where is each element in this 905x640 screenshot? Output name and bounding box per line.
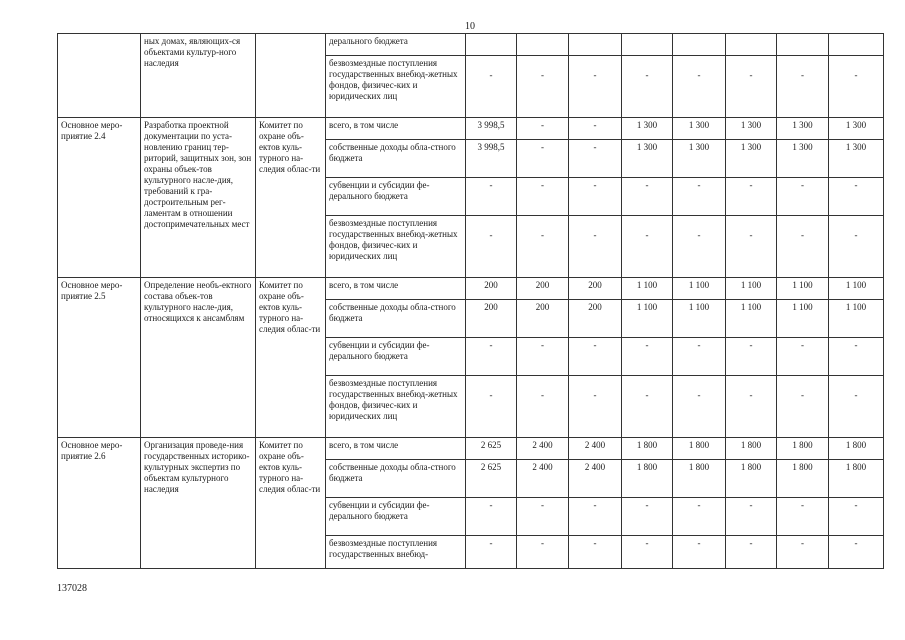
value-cell: 1 100: [777, 300, 829, 338]
table-row: [58, 118, 884, 140]
funding-source-cell: всего, в том числе: [326, 118, 466, 140]
value-cell: 1 300: [622, 140, 673, 178]
value-cell: -: [777, 338, 829, 376]
activity-1-description-cell: Определение необъ-ектного состава объек-тов культурного насле-дия, относящихся к ансамблям: [141, 278, 256, 438]
table-row: [58, 34, 884, 56]
value-cell: 1 100: [829, 300, 884, 338]
continued-activity-cell: [58, 34, 141, 118]
value-cell: -: [829, 536, 884, 569]
value-cell: -: [569, 376, 622, 438]
value-cell: [517, 34, 569, 56]
funding-source-cell: собственные доходы обла-стного бюджета: [326, 300, 466, 338]
value-cell: -: [622, 56, 673, 118]
value-cell: 200: [466, 278, 517, 300]
funding-source-cell: субвенции и субсидии фе-дерального бюджета: [326, 498, 466, 536]
value-cell: -: [517, 140, 569, 178]
activity-0-activity-cell: Основное меро-приятие 2.4: [58, 118, 141, 278]
value-cell: 1 300: [673, 140, 726, 178]
value-cell: 2 400: [517, 460, 569, 498]
value-cell: -: [569, 338, 622, 376]
value-cell: 1 100: [726, 300, 777, 338]
value-cell: -: [726, 56, 777, 118]
value-cell: 1 100: [673, 278, 726, 300]
value-cell: -: [726, 338, 777, 376]
value-cell: 2 625: [466, 438, 517, 460]
value-cell: -: [466, 536, 517, 569]
value-cell: [569, 34, 622, 56]
value-cell: -: [517, 536, 569, 569]
value-cell: 2 625: [466, 460, 517, 498]
value-cell: -: [569, 536, 622, 569]
value-cell: -: [622, 376, 673, 438]
value-cell: 3 998,5: [466, 140, 517, 178]
value-cell: -: [622, 338, 673, 376]
funding-source-cell: всего, в том числе: [326, 438, 466, 460]
funding-source-cell: собственные доходы обла-стного бюджета: [326, 460, 466, 498]
value-cell: 1 100: [673, 300, 726, 338]
value-cell: 1 300: [726, 118, 777, 140]
value-cell: -: [673, 338, 726, 376]
value-cell: -: [726, 216, 777, 278]
value-cell: 200: [466, 300, 517, 338]
value-cell: -: [726, 536, 777, 569]
value-cell: -: [673, 376, 726, 438]
value-cell: 200: [569, 278, 622, 300]
continued-description-cell: ных домах, являющих-ся объектами культур-ного наследия: [141, 34, 256, 118]
value-cell: -: [829, 216, 884, 278]
value-cell: -: [726, 498, 777, 536]
value-cell: -: [777, 376, 829, 438]
value-cell: -: [466, 338, 517, 376]
table-row: [58, 278, 884, 300]
funding-source-cell: безвозмездные поступления государственных внебюд-: [326, 536, 466, 569]
value-cell: -: [466, 376, 517, 438]
value-cell: 1 100: [726, 278, 777, 300]
value-cell: 2 400: [569, 438, 622, 460]
value-cell: -: [569, 216, 622, 278]
value-cell: 1 800: [777, 460, 829, 498]
value-cell: -: [517, 56, 569, 118]
value-cell: 1 800: [622, 438, 673, 460]
continued-executor-cell: [256, 34, 326, 118]
activity-2-activity-cell: Основное меро-приятие 2.6: [58, 438, 141, 569]
funding-table: [57, 33, 884, 569]
value-cell: -: [466, 56, 517, 118]
value-cell: 1 300: [829, 118, 884, 140]
value-cell: -: [517, 216, 569, 278]
value-cell: 1 800: [673, 438, 726, 460]
value-cell: 3 998,5: [466, 118, 517, 140]
value-cell: 1 300: [777, 140, 829, 178]
value-cell: -: [569, 118, 622, 140]
value-cell: -: [726, 376, 777, 438]
funding-source-cell: безвозмездные поступления государственных внебюд-жетных фондов, физичес-ких и юридических лиц: [326, 376, 466, 438]
value-cell: 200: [517, 278, 569, 300]
page-number: 10: [465, 21, 475, 32]
value-cell: -: [777, 498, 829, 536]
value-cell: 1 800: [622, 460, 673, 498]
value-cell: -: [569, 178, 622, 216]
value-cell: [829, 34, 884, 56]
value-cell: -: [569, 498, 622, 536]
value-cell: -: [777, 536, 829, 569]
value-cell: 1 800: [726, 460, 777, 498]
value-cell: 2 400: [517, 438, 569, 460]
activity-1-executor-cell: Комитет по охране объ-ектов куль-турного на-следия облас-ти: [256, 278, 326, 438]
value-cell: -: [777, 56, 829, 118]
value-cell: -: [829, 498, 884, 536]
funding-source-cell: всего, в том числе: [326, 278, 466, 300]
activity-0-description-cell: Разработка проектной документации по уста-новлению границ тер-риторий, защитных зон, зон охраны объек-тов культурного насле-дия, требований к гра-достроительным рег-ламентам в отношении достопримечательных мест: [141, 118, 256, 278]
value-cell: -: [829, 376, 884, 438]
value-cell: 1 800: [726, 438, 777, 460]
value-cell: 1 300: [777, 118, 829, 140]
funding-source-cell: дерального бюджета: [326, 34, 466, 56]
value-cell: -: [517, 376, 569, 438]
value-cell: -: [466, 498, 517, 536]
value-cell: -: [829, 338, 884, 376]
value-cell: 1 300: [622, 118, 673, 140]
value-cell: -: [622, 178, 673, 216]
value-cell: -: [777, 216, 829, 278]
value-cell: -: [673, 216, 726, 278]
value-cell: -: [829, 56, 884, 118]
table-row: [58, 438, 884, 460]
value-cell: -: [777, 178, 829, 216]
value-cell: 1 100: [777, 278, 829, 300]
value-cell: -: [673, 178, 726, 216]
value-cell: [466, 34, 517, 56]
value-cell: -: [673, 536, 726, 569]
funding-source-cell: безвозмездные поступления государственных внебюд-жетных фондов, физичес-ких и юридических лиц: [326, 56, 466, 118]
value-cell: -: [673, 56, 726, 118]
value-cell: [673, 34, 726, 56]
activity-2-executor-cell: Комитет по охране объ-ектов куль-турного на-следия облас-ти: [256, 438, 326, 569]
value-cell: -: [569, 56, 622, 118]
funding-source-cell: субвенции и субсидии фе-дерального бюджета: [326, 178, 466, 216]
funding-source-cell: субвенции и субсидии фе-дерального бюджета: [326, 338, 466, 376]
activity-0-executor-cell: Комитет по охране объ-ектов куль-турного на-следия облас-ти: [256, 118, 326, 278]
value-cell: -: [622, 536, 673, 569]
value-cell: 1 300: [829, 140, 884, 178]
value-cell: -: [829, 178, 884, 216]
funding-source-cell: безвозмездные поступления государственных внебюд-жетных фондов, физичес-ких и юридических лиц: [326, 216, 466, 278]
value-cell: 1 300: [726, 140, 777, 178]
value-cell: [777, 34, 829, 56]
value-cell: [726, 34, 777, 56]
value-cell: -: [517, 338, 569, 376]
document-code: 137028: [57, 583, 87, 594]
value-cell: 1 100: [829, 278, 884, 300]
value-cell: -: [466, 178, 517, 216]
activity-1-activity-cell: Основное меро-приятие 2.5: [58, 278, 141, 438]
value-cell: -: [517, 178, 569, 216]
value-cell: 1 800: [673, 460, 726, 498]
value-cell: -: [569, 140, 622, 178]
value-cell: -: [466, 216, 517, 278]
funding-source-cell: собственные доходы обла-стного бюджета: [326, 140, 466, 178]
value-cell: -: [622, 498, 673, 536]
value-cell: 1 100: [622, 278, 673, 300]
value-cell: -: [517, 498, 569, 536]
value-cell: 200: [517, 300, 569, 338]
value-cell: 2 400: [569, 460, 622, 498]
value-cell: -: [622, 216, 673, 278]
value-cell: 1 800: [829, 438, 884, 460]
value-cell: [622, 34, 673, 56]
value-cell: -: [673, 498, 726, 536]
value-cell: 1 800: [829, 460, 884, 498]
value-cell: -: [726, 178, 777, 216]
value-cell: 200: [569, 300, 622, 338]
value-cell: 1 300: [673, 118, 726, 140]
value-cell: 1 800: [777, 438, 829, 460]
value-cell: -: [517, 118, 569, 140]
activity-2-description-cell: Организация проведе-ния государственных историко-культурных экспертиз по объектам культурного наследия: [141, 438, 256, 569]
value-cell: 1 100: [622, 300, 673, 338]
